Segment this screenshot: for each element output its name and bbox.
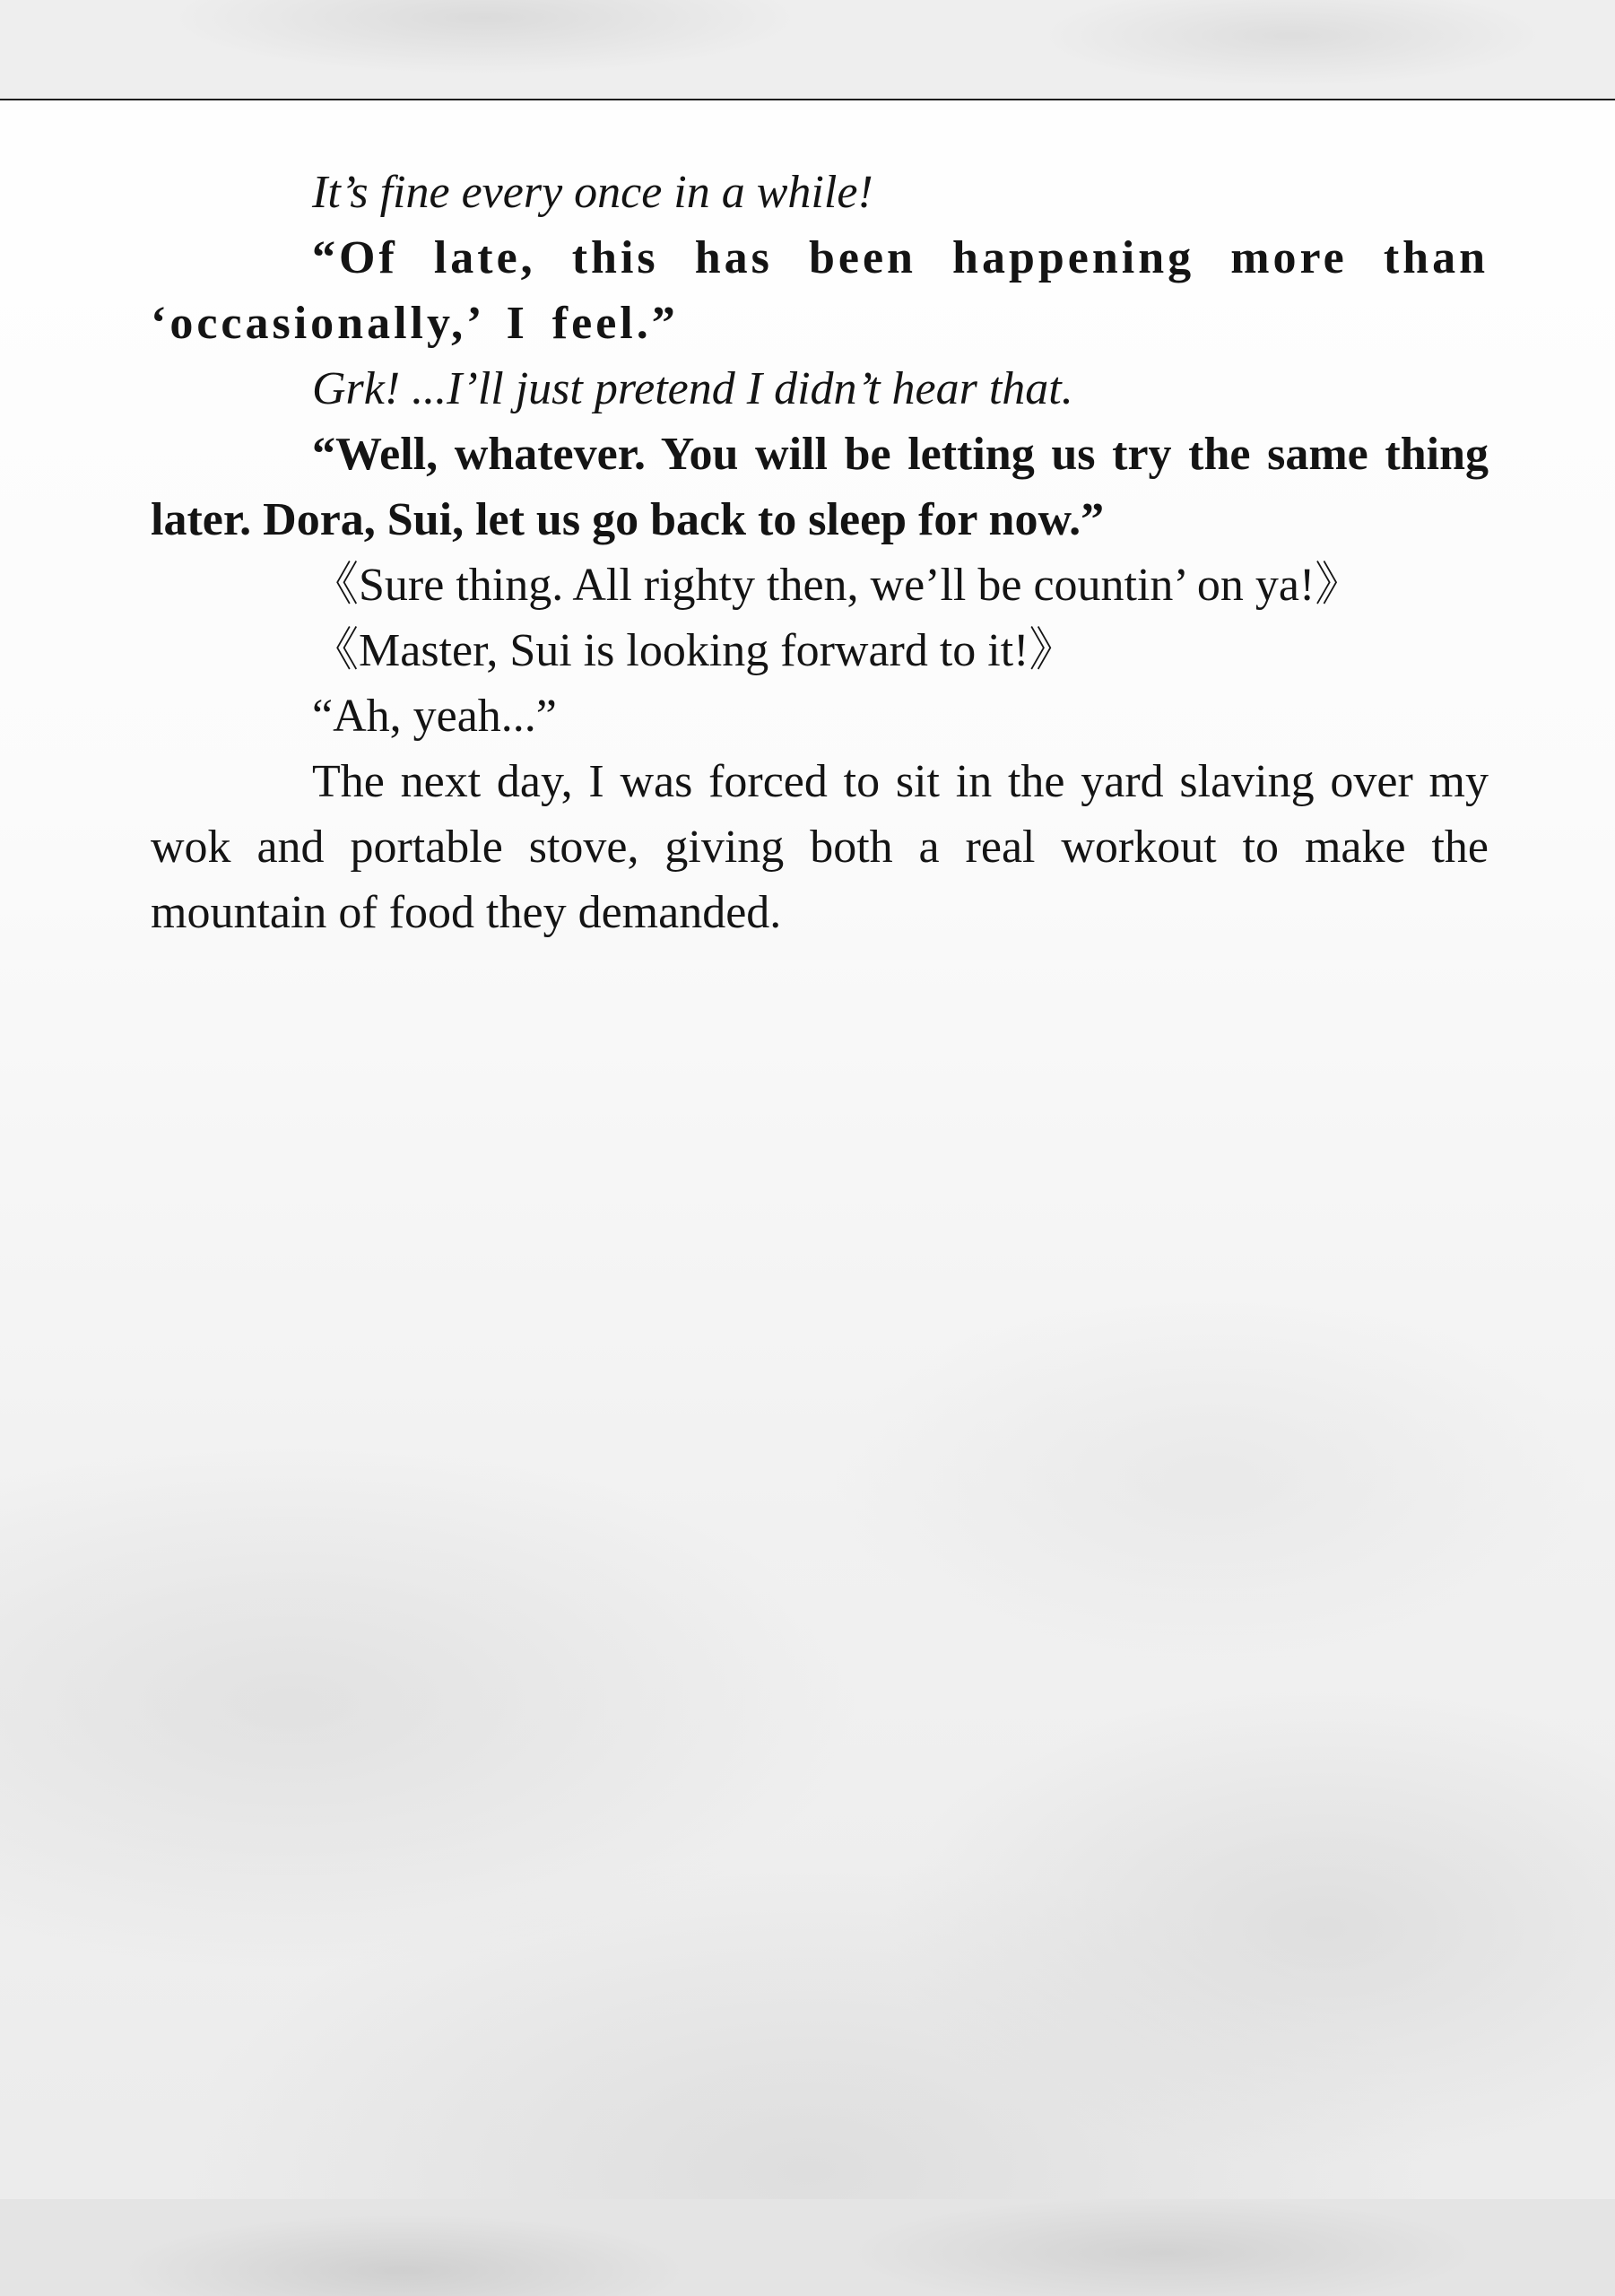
paragraph-telepathy-sui: 《Master, Sui is looking forward to it!》 <box>312 625 1076 676</box>
bottom-margin-band <box>0 2199 1615 2296</box>
paragraph-dialogue-reply: “Ah, yeah...” <box>312 691 557 742</box>
paragraph-telepathy-dora: 《Sure thing. All righty then, we’ll be countin’ on ya!》 <box>312 560 1362 611</box>
body-text <box>151 160 1489 945</box>
top-margin-band <box>0 0 1615 99</box>
paragraph-narration: The next day, I was forced to sit in the yard slaving over my wok and portable stove, giving both a real workout to make the mountain of food they demanded. <box>151 756 1489 938</box>
paragraph-dialogue-bold-1: “Of late, this has been happening more than ‘occasionally,’ I feel.” <box>151 232 1489 349</box>
top-rule <box>0 99 1615 100</box>
paragraph-inner-thought-1: It’s fine every once in a while! <box>312 167 873 218</box>
paragraph-dialogue-bold-2: “Well, whatever. You will be letting us try the same thing later. Dora, Sui, let us go back to sleep for now.” <box>151 429 1489 545</box>
paragraph-inner-thought-2: Grk! ...I’ll just pretend I didn’t hear that. <box>312 363 1073 414</box>
